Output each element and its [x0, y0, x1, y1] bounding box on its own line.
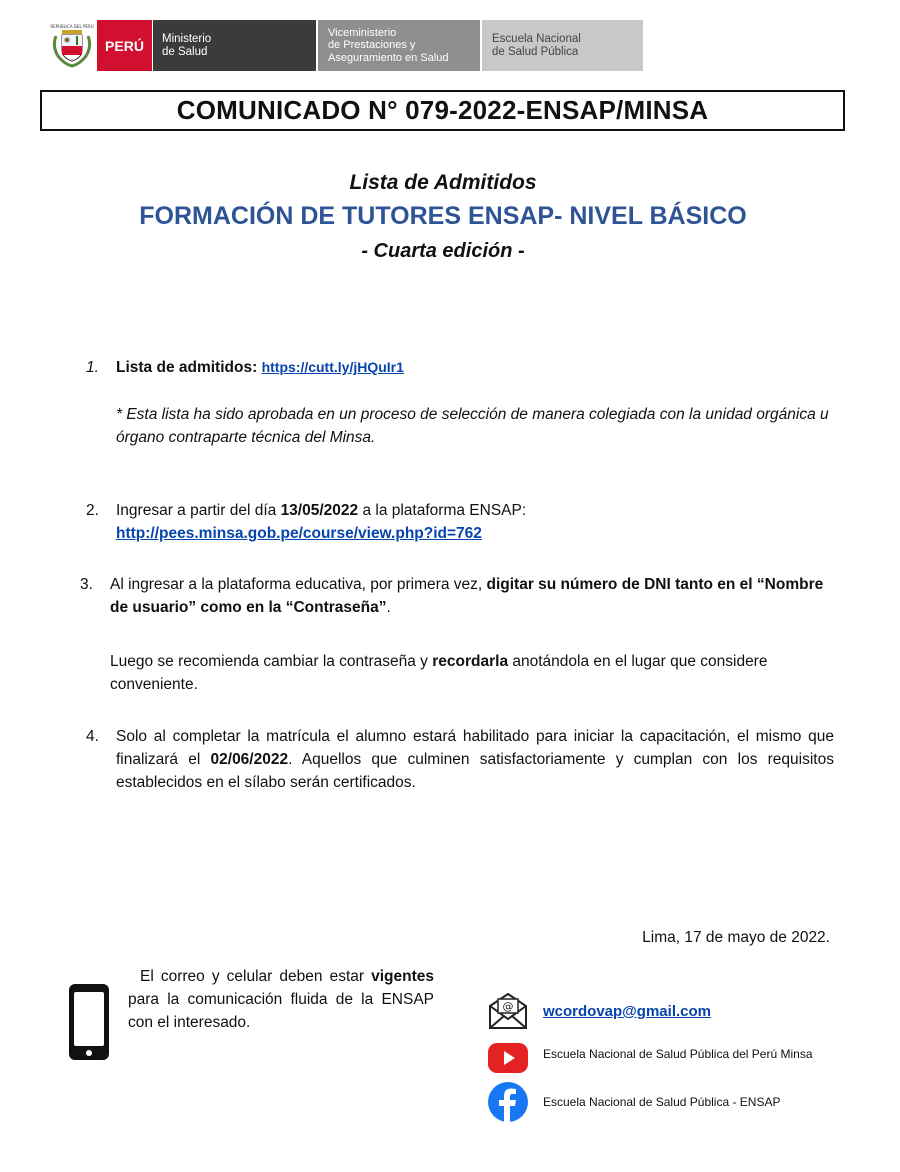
item-3-number: 3.	[80, 576, 93, 593]
place-date: Lima, 17 de mayo de 2022.	[642, 929, 830, 946]
item-1-note: * Esta lista ha sido aprobada en un proceso de selección de manera colegiada con la unidad orgánica u órgano contraparte técnica del Minsa.	[116, 406, 829, 446]
contact-note: El correo y celular deben estar vigentes para la comunicación fluida de la ENSAP con el interesado.	[128, 968, 434, 1031]
youtube-icon	[487, 1040, 529, 1076]
item-4-number: 4.	[86, 728, 99, 745]
viceministerio-label: Viceministerio de Prestaciones y Aseguramiento en Salud	[318, 20, 480, 71]
item-1-label: Lista de admitidos:	[116, 359, 258, 376]
end-date: 02/06/2022	[210, 751, 289, 768]
item-2-number: 2.	[86, 502, 99, 519]
admitted-list-link[interactable]: https://cutt.ly/jHQuIr1	[261, 359, 404, 375]
page-title: COMUNICADO N° 079-2022-ENSAP/MINSA	[40, 90, 845, 131]
escuela-label: Escuela Nacional de Salud Pública	[482, 20, 643, 71]
phone-icon	[66, 982, 112, 1062]
ministerio-label: Ministerio de Salud	[153, 20, 316, 71]
facebook-icon	[487, 1081, 529, 1123]
peru-label: PERÚ	[97, 20, 152, 71]
facebook-page: Escuela Nacional de Salud Pública - ENSAP	[543, 1095, 781, 1109]
start-date: 13/05/2022	[280, 502, 359, 519]
youtube-channel: Escuela Nacional de Salud Pública del Perú Minsa	[543, 1047, 813, 1061]
dni-instruction: digitar su número de DNI tanto en el “Nombre de usuario” como en la “Contraseña”	[110, 576, 824, 616]
subtitle-list: Lista de Admitidos	[349, 171, 537, 194]
peru-coat-of-arms-icon	[50, 22, 94, 68]
item-2: Ingresar a partir del día 13/05/2022 a la plataforma ENSAP: http://pees.minsa.gob.pe/course/view.php?id=762	[116, 502, 527, 542]
subtitle-course: FORMACIÓN DE TUTORES ENSAP- NIVEL BÁSICO	[139, 202, 747, 230]
svg-text:REPÚBLICA DEL PERÚ: REPÚBLICA DEL PERÚ	[50, 24, 94, 29]
item-1	[116, 356, 404, 379]
item-1-number: 1.	[86, 359, 99, 376]
item-3-followup: Luego se recomienda cambiar la contraseña y recordarla anotándola en el lugar que considere conveniente.	[110, 653, 768, 693]
subtitle-edition: - Cuarta edición -	[361, 240, 525, 262]
email-link[interactable]: wcordovap@gmail.com	[543, 1003, 711, 1020]
platform-link[interactable]: http://pees.minsa.gob.pe/course/view.php?id=762	[116, 525, 482, 542]
item-3: Al ingresar a la plataforma educativa, por primera vez, digitar su número de DNI tanto en el “Nombre de usuario” como en la “Contraseña”.	[110, 576, 824, 616]
item-4: Solo al completar la matrícula el alumno estará habilitado para iniciar la capacitación, el mismo que finalizará el 02/06/2022. Aquellos que culminen satisfactoriamente y cumplan con los requisitos establecidos en el sílabo serán certificados.	[116, 728, 834, 791]
svg-text:@: @	[502, 1000, 514, 1013]
email-icon	[487, 990, 529, 1032]
